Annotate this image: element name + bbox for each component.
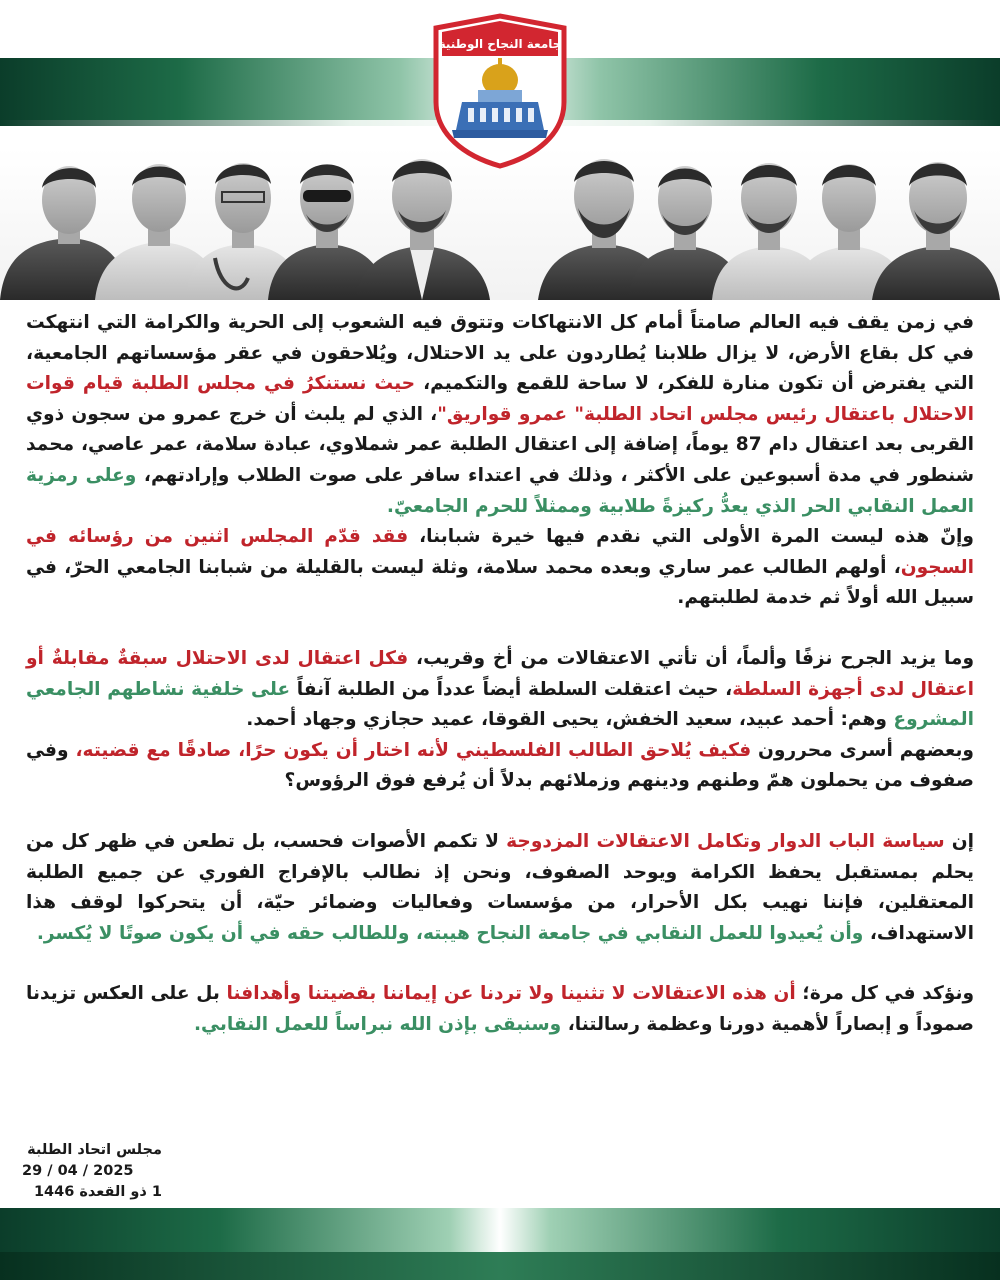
paragraph-1: في زمن يقف فيه العالم صامتاً أمام كل الانتهاكات وتتوق فيه الشعوب إلى الحرية والكرامة التي انتهكت في كل بقاع الأرض، لا يزال طلابنا يُطاردون على يد الاحتلال، ويُلاحقون في عقر مؤسساتهم الجامعية، التي يفترض أن تكون منارة للفكر، لا ساحة للقمع والتكميم، حيث نستنكرُ في مجلس الطلبة قيام قوات الاحتلال باعتقال رئيس مجلس اتحاد الطلبة" عمرو قواريق"، الذي لم يلبث أن خرج عمرو من سجون ذوي القربى بعد اعتقال دام 87 يوماً، إضافة إلى اعتقال الطلبة عمر شملاوي، عبادة سلامة، عمر عاصي، محمد شنطور في مدة أسبوعين على الأكثر ، وذلك في اعتداء سافر على صوت الطلاب وإرادتهم، وعلى رمزية العمل النقابي الحر الذي يعدُّ ركيزةً طلابية وممثلاً للحرم الجامعيّ.	[26, 312, 974, 517]
logo-title: جامعة النجاح الوطنية	[438, 37, 562, 51]
signature-block	[22, 1140, 162, 1203]
gregorian-date: 29 / 04 / 2025	[22, 1163, 134, 1179]
students-photo-strip	[0, 148, 1000, 300]
student-photo-10	[872, 162, 1000, 300]
paragraph-4: وبعضهم أسرى محررون فكيف يُلاحق الطالب الفلسطيني لأنه اختار أن يكون حرًا، صادقًا مع قضيته، وفي صفوف من يحملون همّ وطنهم ودينهم وزملائهم بدلاً أن يُرفع فوق الرؤوس؟	[26, 739, 974, 792]
paragraph-3: وما يزيد الجرح نزفًا وألماً، أن تأتي الاعتقالات من أخ وقريب، فكل اعتقال لدى الاحتلال سبقةٌ مقابلةٌ أو اعتقال لدى أجهزة السلطة، حيث اعتقلت السلطة أيضاً عدداً من الطلبة آنفاً على خلفية نشاطهم الجامعي المشروع وهم: أحمد عبيد، سعيد الخفش، يحيى القوقا، عميد حجازي وجهاد أحمد.	[26, 647, 975, 731]
paragraph-5: إن سياسة الباب الدوار وتكامل الاعتقالات المزدوجة لا تكمم الأصوات فحسب، بل تطعن في ظهر كل من يحلم بمستقبل يحفظ الكرامة ويوحد الصفوف، ونحن إذ نطالب بالإفراج الفوري عن جميع الطلبة المعتقلين، فإننا نهيب بكل الأحرار، من مؤسسات وفعاليات وضمائر حيّة، أن يتحركوا لوقف هذا الاستهداف، وأن يُعيدوا للعمل النقابي في جامعة النجاح هيبته، وللطالب حقه في أن يكون صوتًا لا يُكسر.	[26, 830, 975, 944]
footer-green-band	[0, 1208, 1000, 1252]
statement-body	[26, 308, 974, 1040]
university-logo	[428, 10, 572, 170]
paragraph-6: ونؤكد في كل مرة؛ أن هذه الاعتقالات لا تثنينا ولا تردنا عن إيماننا بقضيتنا وأهدافنا بل على العكس تزيدنا صموداً و إبصاراً لأهمية دورنا وعظمة رسالتنا، وسنبقى بإذن الله نبراساً للعمل النقابي.	[26, 983, 975, 1035]
paragraph-2: وإنّ هذه ليست المرة الأولى التي نقدم فيها خيرة شبابنا، فقد قدّم المجلس اثنين من رؤسائه في السجون، أولهم الطالب عمر ساري وبعده محمد سلامة، وثلة ليست بالقليلة من شبابنا الجامعي الحرّ، في سبيل الله أولاً ثم خدمة لطلبتهم.	[26, 526, 974, 609]
hijri-date: 1 ذو القعدة 1446	[33, 1184, 162, 1200]
org-name: مجلس اتحاد الطلبة	[27, 1142, 162, 1158]
footer-band-stripe	[0, 1252, 1000, 1280]
student-photo-5	[355, 159, 490, 300]
students-photos	[0, 148, 1000, 300]
shield-emblem	[428, 10, 572, 170]
